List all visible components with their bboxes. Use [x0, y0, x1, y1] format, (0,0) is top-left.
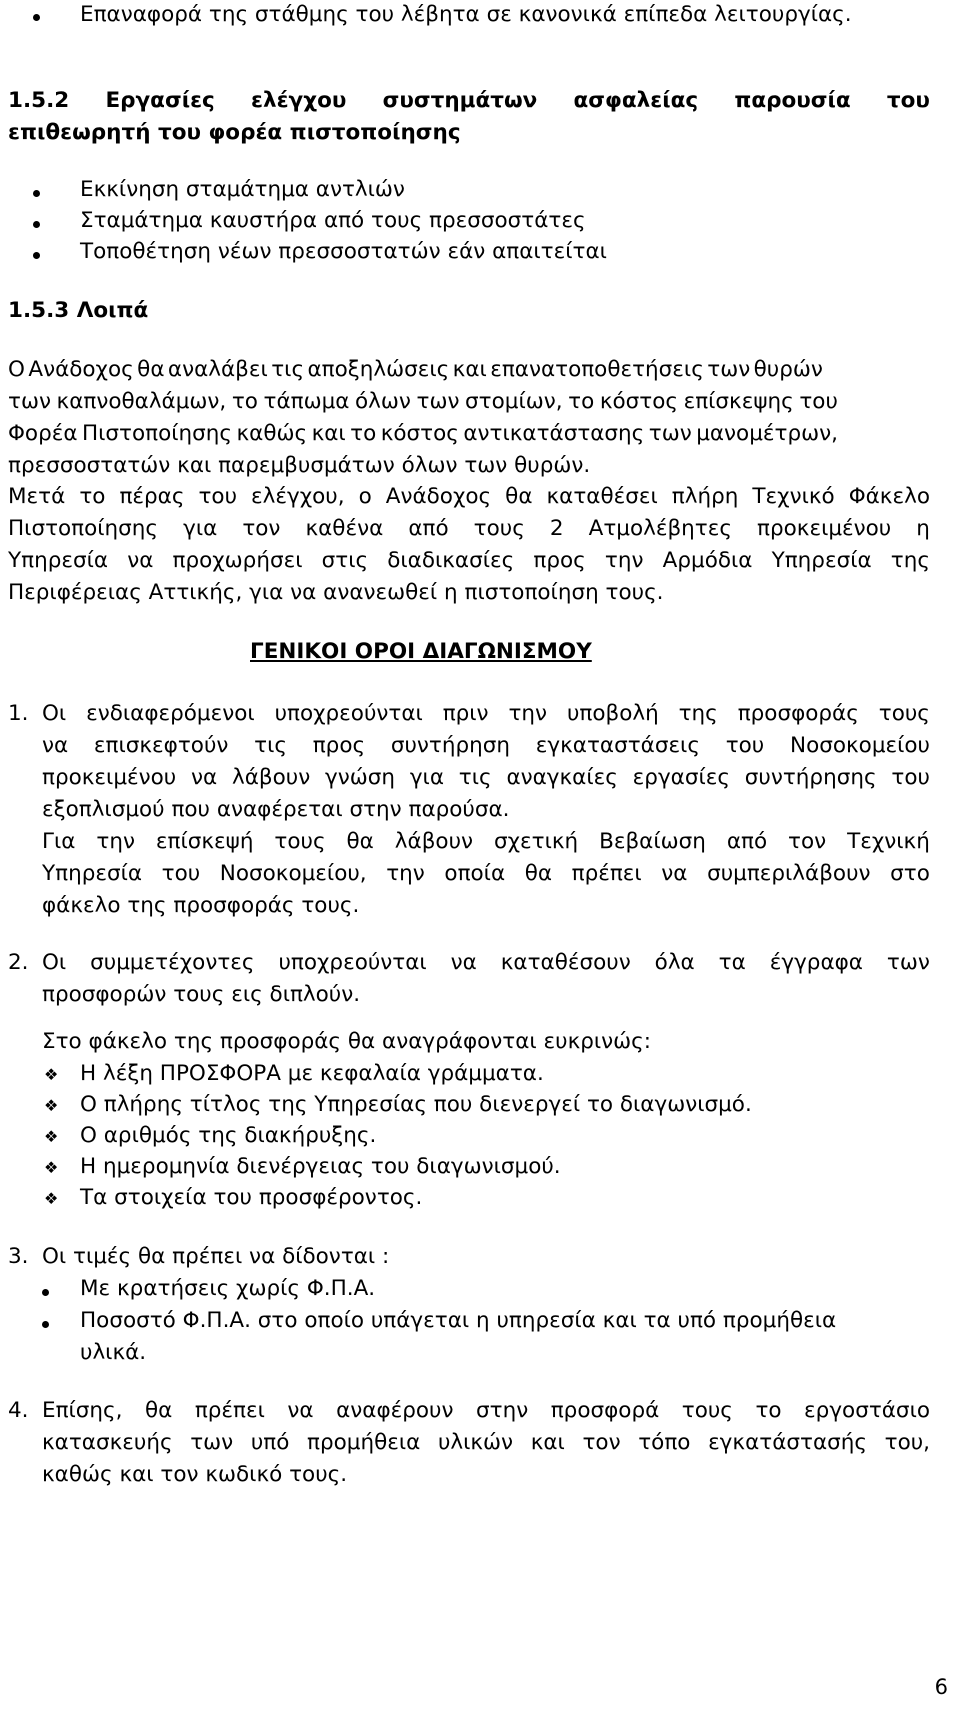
term-line: Για την επίσκεψή τους θα λάβουν σχετική Βεβαίωση από τον Τεχνική: [42, 829, 930, 854]
list-item: υλικά.: [80, 1340, 147, 1365]
paragraph-line: των καπνοθαλάμων, το τάπωμα όλων των στομίων, το κόστος επίσκεψης του: [8, 389, 838, 414]
bullet-icon: [33, 221, 40, 228]
term-number: 3.: [8, 1244, 29, 1269]
bullet-icon: [33, 14, 40, 21]
list-item: Η ημερομηνία διενέργειας του διαγωνισμού.: [80, 1154, 561, 1179]
paragraph-line: Ο Ανάδοχος θα αναλάβει τις αποξηλώσεις και επανατοποθετήσεις των θυρών: [8, 357, 823, 382]
term-number: 4.: [8, 1398, 29, 1423]
top-bullet-text: Επαναφορά της στάθμης του λέβητα σε κανονικά επίπεδα λειτουργίας.: [80, 2, 852, 27]
term-line: Οι ενδιαφερόμενοι υποχρεούνται πριν την υποβολή της προσφοράς τους: [42, 701, 930, 726]
term-line: Οι συμμετέχοντες υποχρεούνται να καταθέσουν όλα τα έγγραφα των: [42, 950, 930, 975]
section-153-heading: 1.5.3 Λοιπά: [8, 298, 149, 323]
term-line: καθώς και τον κωδικό τους.: [42, 1462, 348, 1487]
list-item: Ο αριθμός της διακήρυξης.: [80, 1123, 377, 1148]
diamond-bullet-icon: ❖: [44, 1189, 59, 1208]
term-line: να επισκεφτούν τις προς συντήρηση εγκαταστάσεις του Νοσοκομείου: [42, 733, 930, 758]
diamond-bullet-icon: ❖: [44, 1096, 59, 1115]
paragraph-line: Περιφέρειας Αττικής, για να ανανεωθεί η πιστοποίηση τους.: [8, 580, 664, 605]
list-item: Ο πλήρης τίτλος της Υπηρεσίας που διενεργεί το διαγωνισμό.: [80, 1092, 752, 1117]
general-terms-title: ΓΕΝΙΚΟΙ ΟΡΟΙ ΔΙΑΓΩΝΙΣΜΟΥ: [250, 639, 592, 664]
paragraph-line: πρεσσοστατών και παρεμβυσμάτων όλων των θυρών.: [8, 453, 591, 478]
term-line: Υπηρεσία του Νοσοκομείου, την οποία θα πρέπει να συμπεριλάβουν στο: [42, 861, 930, 886]
term-line: προκειμένου να λάβουν γνώση για τις αναγκαίες εργασίες συντήρησης του: [42, 765, 930, 790]
bullet-icon: [42, 1289, 49, 1296]
term-line: εξοπλισμού που αναφέρεται στην παρούσα.: [42, 797, 510, 822]
diamond-bullet-icon: ❖: [44, 1127, 59, 1146]
term-line: προσφορών τους εις διπλούν.: [42, 982, 361, 1007]
term-line: κατασκευής των υπό προμήθεια υλικών και τον τόπο εγκατάστασής του,: [42, 1430, 930, 1455]
list-item: Σταμάτημα καυστήρα από τους πρεσσοστάτες: [80, 208, 586, 233]
list-item: Τοποθέτηση νέων πρεσσοστατών εάν απαιτείται: [80, 239, 607, 264]
term-line: φάκελο της προσφοράς τους.: [42, 893, 360, 918]
diamond-bullet-icon: ❖: [44, 1158, 59, 1177]
paragraph-line: Φορέα Πιστοποίησης καθώς και το κόστος αντικατάστασης των μανομέτρων,: [8, 421, 838, 446]
paragraph-line: Υπηρεσία να προχωρήσει στις διαδικασίες προς την Αρμόδια Υπηρεσία της: [8, 548, 930, 573]
list-item: Με κρατήσεις χωρίς Φ.Π.Α.: [80, 1276, 376, 1301]
term-line: Οι τιμές θα πρέπει να δίδονται :: [42, 1244, 390, 1269]
term-line: Επίσης, θα πρέπει να αναφέρουν στην προσφορά τους το εργοστάσιο: [42, 1398, 930, 1423]
diamond-bullet-icon: ❖: [44, 1065, 59, 1084]
list-item: Ποσοστό Φ.Π.Α. στο οποίο υπάγεται η υπηρεσία και τα υπό προμήθεια: [80, 1308, 837, 1333]
list-item: Τα στοιχεία του προσφέροντος.: [80, 1185, 423, 1210]
section-152-heading-line1: 1.5.2 Εργασίες ελέγχου συστημάτων ασφαλείας παρουσία του: [8, 88, 930, 113]
term-number: 1.: [8, 701, 29, 726]
bullet-icon: [33, 190, 40, 197]
list-item: Εκκίνηση σταμάτημα αντλιών: [80, 177, 405, 202]
list-item: Η λέξη ΠΡΟΣΦΟΡΑ με κεφαλαία γράμματα.: [80, 1061, 544, 1086]
term-number: 2.: [8, 950, 29, 975]
section-152-heading-line2: επιθεωρητή του φορέα πιστοποίησης: [8, 120, 461, 145]
page-number: 6: [934, 1675, 948, 1699]
paragraph-line: Μετά το πέρας του ελέγχου, ο Ανάδοχος θα καταθέσει πλήρη Τεχνικό Φάκελο: [8, 484, 930, 509]
bullet-icon: [33, 252, 40, 259]
term-intro: Στο φάκελο της προσφοράς θα αναγράφονται ευκρινώς:: [42, 1029, 652, 1054]
bullet-icon: [42, 1321, 49, 1328]
paragraph-line: Πιστοποίησης για τον καθένα από τους 2 Ατμολέβητες προκειμένου η: [8, 516, 930, 541]
